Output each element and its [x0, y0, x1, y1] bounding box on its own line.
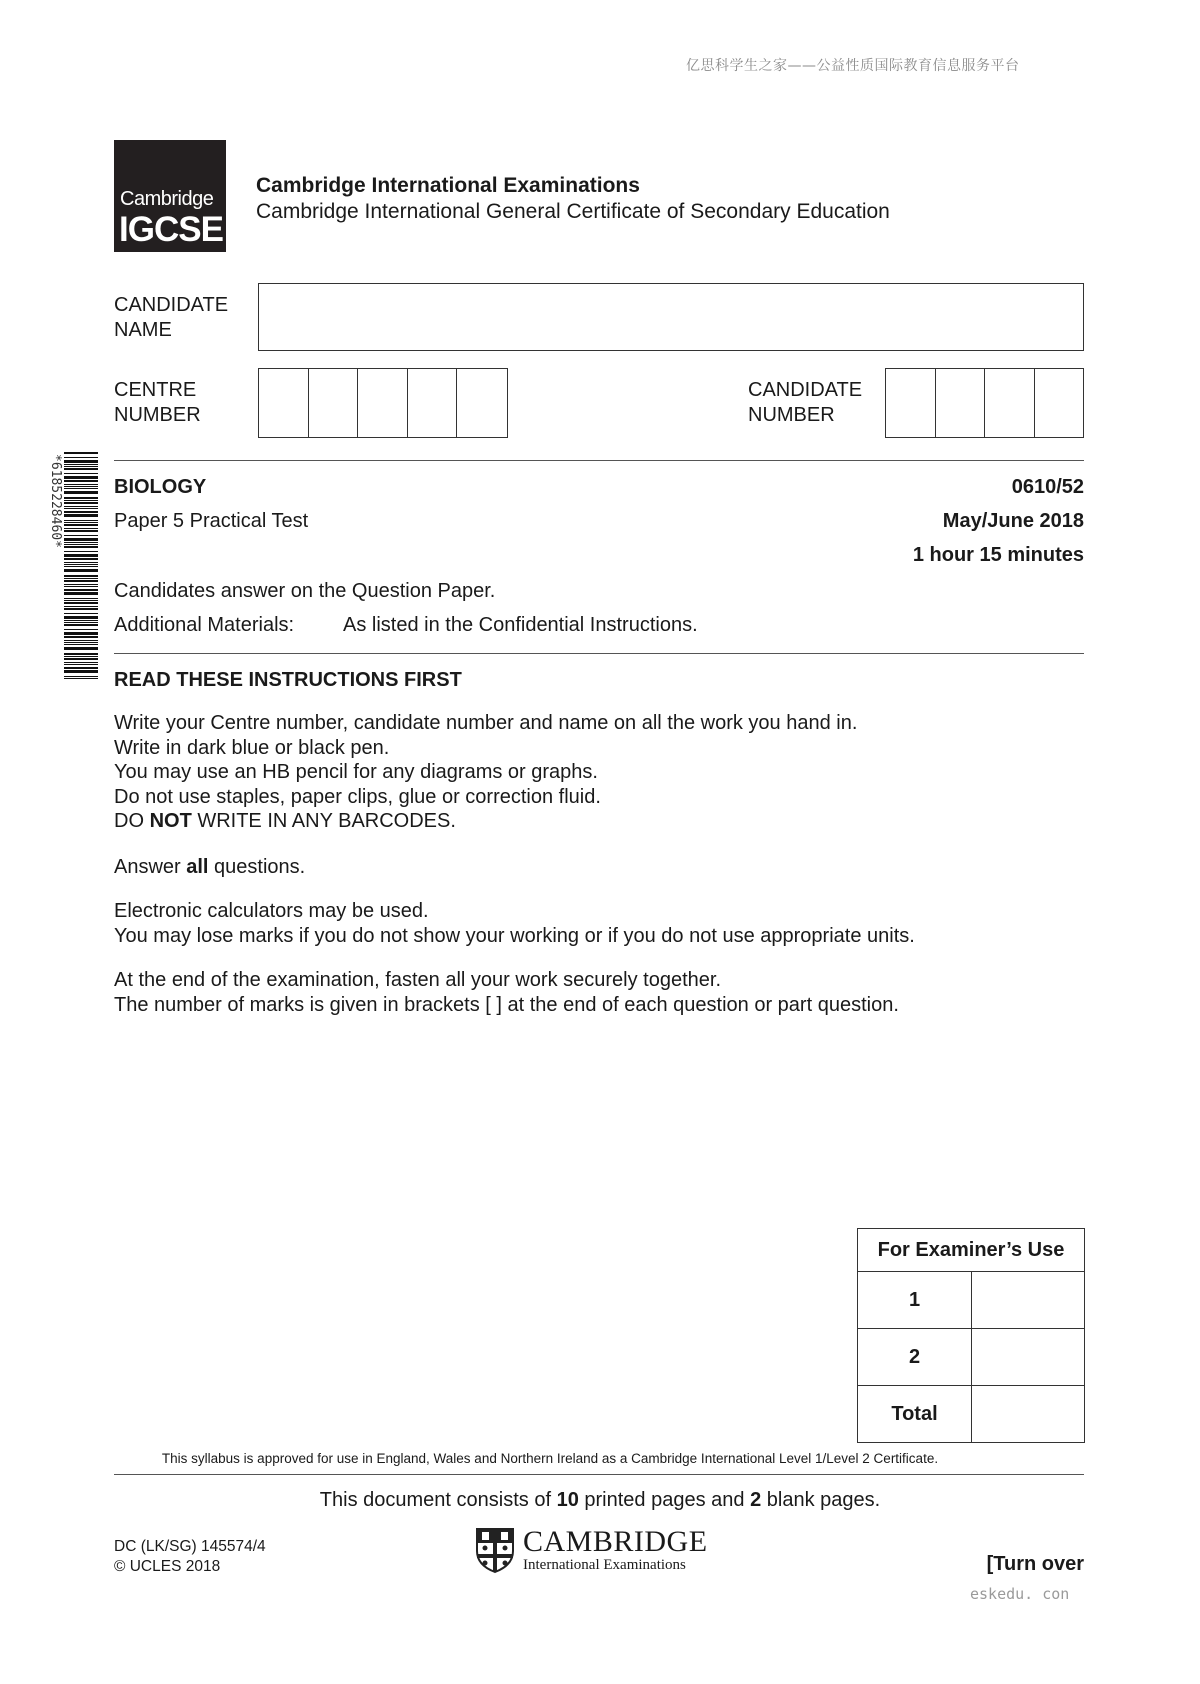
candidate-number-boxes[interactable]: [885, 368, 1084, 438]
session: May/June 2018: [942, 510, 1084, 532]
divider: [114, 460, 1084, 461]
cambridge-wordmark: CAMBRIDGE: [523, 1525, 708, 1558]
candidate-digit-box[interactable]: [936, 369, 986, 437]
examiner-mark-cell[interactable]: [972, 1272, 1085, 1329]
board-title: Cambridge International Examinations: [256, 174, 640, 197]
instructions-block-1: [114, 711, 857, 834]
examiner-use-table: [857, 1228, 1085, 1443]
barcode: [50, 452, 98, 684]
cambridge-crest-logo: [475, 1525, 708, 1578]
watermark-top: 亿思科学生之家——公益性质国际教育信息服务平台: [686, 58, 1020, 74]
instruction-line: Electronic calculators may be used.: [114, 900, 429, 922]
cambridge-subtitle: International Examinations: [523, 1557, 686, 1573]
centre-digit-box[interactable]: [259, 369, 309, 437]
watermark-bottom: eskedu. con: [970, 1585, 1070, 1603]
page-count-note: This document consists of 10 printed pages and 2 blank pages.: [319, 1489, 881, 1511]
centre-digit-box[interactable]: [457, 369, 507, 437]
examiner-question-label: 1: [858, 1272, 972, 1329]
instructions-block-2: [114, 855, 305, 880]
instruction-line: The number of marks is given in brackets [ ] at the end of each question or part question.: [114, 993, 899, 1016]
subject: BIOLOGY: [114, 476, 207, 498]
instructions-block-3: [114, 899, 915, 948]
centre-digit-box[interactable]: [309, 369, 359, 437]
centre-digit-box[interactable]: [358, 369, 408, 437]
candidate-name-label: CANDIDATE NAME: [114, 294, 229, 341]
instruction-line: Do not use staples, paper clips, glue or correction fluid.: [114, 785, 601, 808]
instruction-line: Answer all questions.: [114, 856, 306, 878]
candidate-digit-box[interactable]: [886, 369, 936, 437]
examiner-total-cell[interactable]: [972, 1386, 1085, 1443]
instruction-line: At the end of the examination, fasten all your work securely together.: [114, 969, 722, 991]
barcode-digits: *6185228460*: [48, 454, 63, 548]
paper-code: 0610/52: [1011, 476, 1084, 498]
instructions-heading: READ THESE INSTRUCTIONS FIRST: [114, 669, 462, 691]
duration: 1 hour 15 minutes: [912, 544, 1084, 566]
examiner-mark-cell[interactable]: [972, 1329, 1085, 1386]
logo-cambridge-text: Cambridge: [120, 188, 214, 210]
candidate-digit-box[interactable]: [985, 369, 1035, 437]
syllabus-note: This syllabus is approved for use in England, Wales and Northern Ireland as a Cambridge International Level 1/Level 2 Certificate.: [161, 1451, 939, 1466]
examiner-question-label: 2: [858, 1329, 972, 1386]
crest-icon: [475, 1527, 515, 1573]
materials-value: As listed in the Confidential Instructions.: [343, 614, 698, 636]
answer-on-text: Candidates answer on the Question Paper.: [114, 580, 496, 602]
examiner-total-label: Total: [858, 1386, 972, 1443]
turn-over: [Turn over: [986, 1553, 1084, 1575]
cambridge-igcse-logo: [114, 140, 226, 252]
instruction-line: You may lose marks if you do not show your working or if you do not use appropriate units.: [114, 924, 915, 947]
divider: [114, 653, 1084, 654]
document-code: DC (LK/SG) 145574/4 © UCLES 2018: [114, 1538, 266, 1575]
materials-label: Additional Materials:: [114, 614, 295, 636]
instruction-line: You may use an HB pencil for any diagrams or graphs.: [114, 761, 598, 783]
qualification-title: Cambridge International General Certificate of Secondary Education: [256, 200, 890, 223]
candidate-number-label: CANDIDATE NUMBER: [748, 379, 863, 426]
divider: [114, 1474, 1084, 1475]
instruction-line: Write in dark blue or black pen.: [114, 736, 390, 759]
centre-digit-box[interactable]: [408, 369, 458, 437]
candidate-digit-box[interactable]: [1035, 369, 1084, 437]
instructions-block-4: [114, 968, 899, 1017]
candidate-name-field[interactable]: [258, 283, 1084, 351]
logo-igcse-text: IGCSE: [119, 210, 223, 249]
examiner-table-heading: For Examiner’s Use: [858, 1229, 1085, 1272]
centre-number-label: CENTRE NUMBER: [114, 379, 201, 426]
instruction-line: Write your Centre number, candidate number and name on all the work you hand in.: [114, 712, 858, 734]
paper-name: Paper 5 Practical Test: [114, 510, 309, 532]
instruction-line: DO NOT WRITE IN ANY BARCODES.: [114, 810, 456, 832]
centre-number-boxes[interactable]: [258, 368, 508, 438]
